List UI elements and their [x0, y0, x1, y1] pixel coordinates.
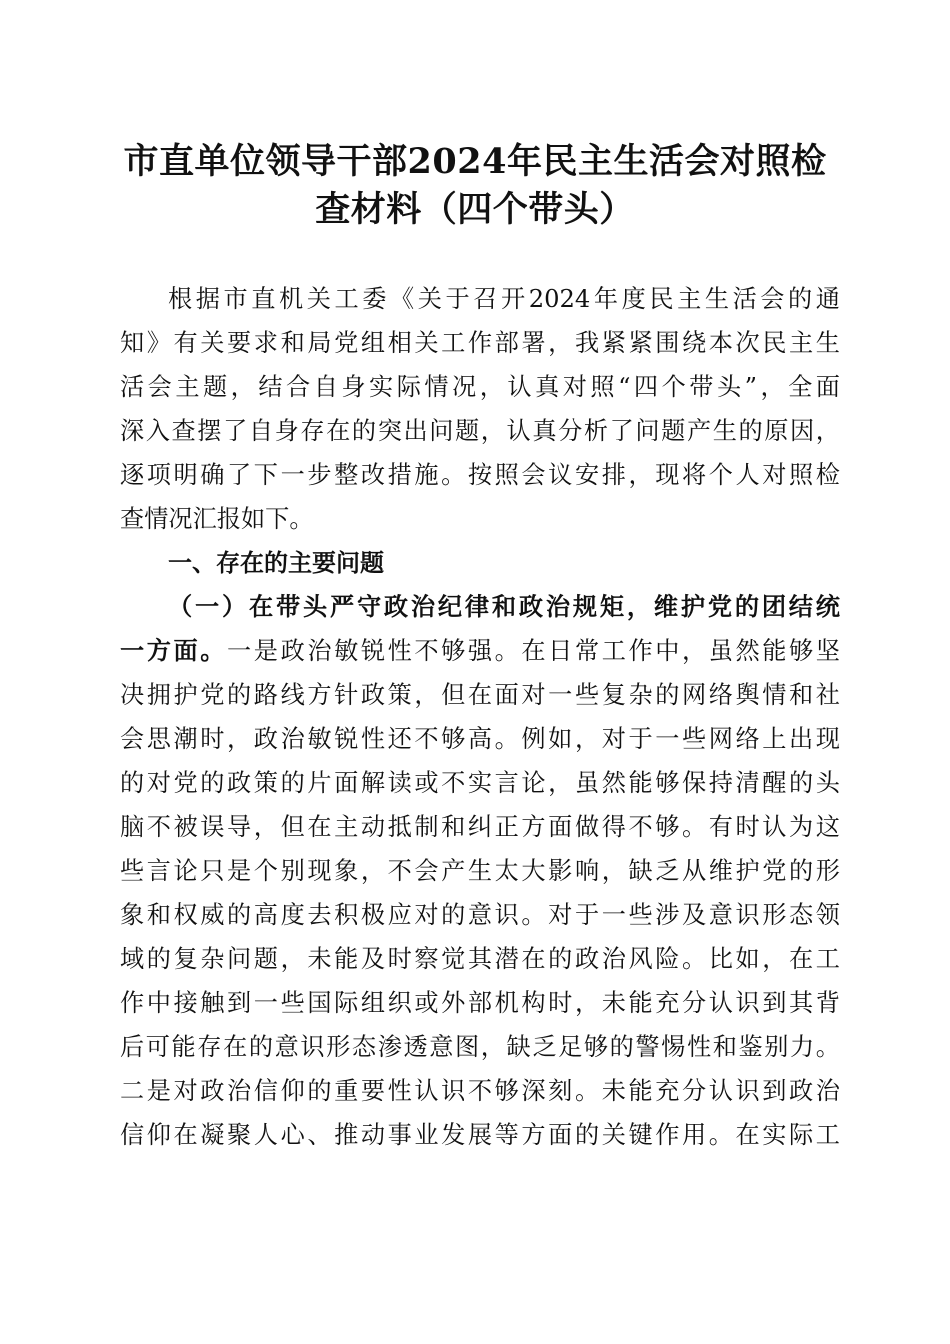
body-line: 会思潮时，政治敏锐性还不够高。例如，对于一些网络上出现: [120, 725, 840, 753]
document-title-line-1: 市直单位领导干部2024年民主生活会对照检: [123, 141, 827, 182]
intro-line: 知》有关要求和局党组相关工作部署，我紧紧围绕本次民主生: [120, 329, 840, 357]
body-line: 域的复杂问题，未能及时察觉其潜在的政治风险。比如，在工: [120, 945, 840, 973]
body-line: 象和权威的高度去积极应对的意识。对于一些涉及意识形态领: [120, 901, 840, 929]
body-line: 二是对政治信仰的重要性认识不够深刻。未能充分认识到政治: [120, 1077, 840, 1105]
subsection-heading: （一）在带头严守政治纪律和政治规矩，维护党的团结统: [168, 592, 840, 621]
body-line: 后可能存在的意识形态渗透意图，缺乏足够的警惕性和鉴别力。: [120, 1033, 840, 1061]
body-line: 决拥护党的路线方针政策，但在面对一些复杂的网络舆情和社: [120, 681, 840, 709]
body-line: 脑不被误导，但在主动抵制和纠正方面做得不够。有时认为这: [120, 813, 840, 841]
intro-line: 活会主题，结合自身实际情况，认真对照“四个带头”，全面: [120, 373, 840, 401]
section-heading: 一、存在的主要问题: [168, 549, 384, 577]
body-line: 作中接触到一些国际组织或外部机构时，未能充分认识到其背: [120, 989, 840, 1017]
intro-line: 根据市直机关工委《关于召开2024年度民主生活会的通: [168, 285, 840, 313]
body-line: 的对党的政策的片面解读或不实言论，虽然能够保持清醒的头: [120, 769, 840, 797]
body-line-text: 一是政治敏锐性不够强。在日常工作中，虽然能够坚: [227, 637, 840, 665]
body-line: 些言论只是个别现象，不会产生太大影响，缺乏从维护党的形: [120, 857, 840, 885]
intro-line: 深入查摆了自身存在的突出问题，认真分析了问题产生的原因，: [120, 417, 840, 445]
intro-line: 逐项明确了下一步整改措施。按照会议安排，现将个人对照检: [120, 461, 840, 489]
intro-line: 查情况汇报如下。: [120, 505, 314, 533]
body-line: [120, 635, 840, 667]
body-line: 信仰在凝聚人心、推动事业发展等方面的关键作用。在实际工: [120, 1121, 840, 1149]
document-title-line-2: 查材料（四个带头）: [315, 189, 635, 230]
subsection-heading-end: 一方面。: [120, 636, 228, 665]
